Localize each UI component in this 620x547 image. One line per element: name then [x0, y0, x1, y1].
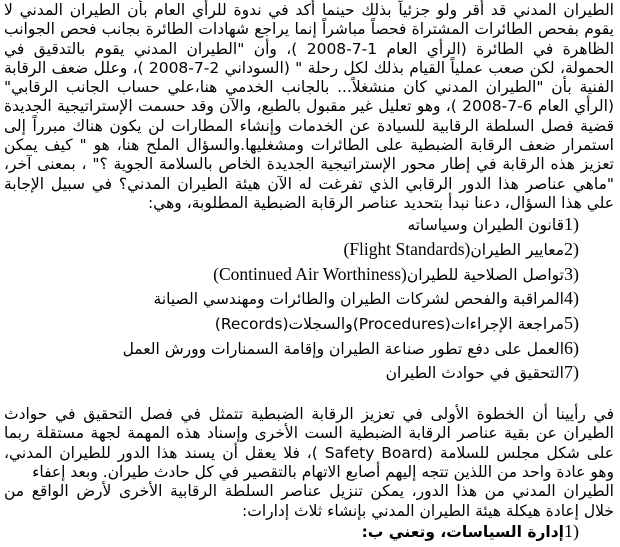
- list-item-text: التحقيق في حوادث الطيران: [385, 364, 564, 383]
- departments-list: [4, 521, 614, 543]
- paragraph-spacer: [4, 386, 614, 405]
- list-number: 7): [564, 362, 579, 383]
- list-item: [4, 361, 590, 386]
- list-item-text: تواصل الصلاحية للطيران: [406, 265, 564, 284]
- list-item: [4, 312, 590, 337]
- list-number: 1): [564, 520, 579, 541]
- list-item: [4, 521, 590, 543]
- list-number: 4): [564, 288, 579, 309]
- list-item-text: قانون الطيران وسياساته: [407, 216, 564, 235]
- list-item: [4, 213, 590, 238]
- paragraph-civil-aviation-oversight: الطيران المدني قد أقر ولو جزئياً بذلك حينما أكد في ندوة للرأي العام بأن الطيران المدني لا يقوم بفحص الطائرات المشتراة فحصاً مباشراً إنما يراجع شهادات الطائرة بجانب فحص الجوانب الظاهرة في الطائرة (الرأي العام 1-7-2008 )، وأن "الطيران المدني يقوم بالتدقيق في الحمولة، لكن صعب عملياً القيام بذلك لكل رحلة " (السوداني 2-7-2008 )، وعلل ضعف الرقابة الفنية بأن "الطيران المدني كان منشغلاً... بالجانب الخدمي هنا،علي حساب الجانب الرقابي" (الرأي العام 6-7-2008 )، وهو تعليل غير مقبول بالطبع، والآن وقد حسمت الإستراتيجية الجديدة قضية فصل السلطة الرقابية للسيادة عن الخدمات وإنشاء المطارات لن يكون هناك مبرراً إلى استمرار ضعف الرقابة الضبطية على الطائرات ومشغليها.والسؤال الملح هنا، هو " كيف يمكن تعزيز هذه الرقابة في إطار محور الإستراتيجية الجديدة الخاص بالسلامة الجوية ؟" ، بمعنى آخر، "ماهي عناصر هذا الدور الرقابي الذي تفرغت له الآن هيئة الطيران المدني؟ في سبيل الإجابة علي هذا السؤال، دعنا نبدأ بتحديد عناصر الرقابة الضبطية المطلوبة، وهي:: [4, 1, 615, 212]
- list-item-english-term: (Flight Standards): [343, 238, 471, 259]
- list-number: 6): [564, 337, 579, 358]
- list-number: 3): [564, 263, 579, 284]
- list-number: 2): [564, 238, 579, 259]
- paragraph-restructuring: الطيران المدني من هذا الدور، يمكن تنزيل عناصر السلطة الرقابية الأخرى لأرض الواقع من خلال إعادة هيكلة هيئة الطيران المدني بإنشاء ثلاث إدارات:: [4, 482, 614, 520]
- list-item-text: إدارة السياسات، وتعني ب:: [361, 522, 564, 541]
- list-item-text: معايير الطيران: [470, 240, 564, 259]
- list-item-english-term: (Continued Air Worthiness): [213, 263, 407, 284]
- list-number: 5): [564, 313, 579, 334]
- list-item-text: مراجعة الإجراءات(Procedures)والسجلات(Records): [214, 315, 564, 334]
- list-item: [4, 287, 590, 312]
- document-page: [0, 1, 620, 543]
- oversight-elements-list: [4, 213, 614, 386]
- list-item: [4, 337, 590, 362]
- list-item: [4, 238, 590, 263]
- list-number: 1): [564, 214, 579, 235]
- list-item-text: العمل على دفع تطور صناعة الطيران وإقامة السمنارات وورش العمل: [122, 339, 564, 358]
- paragraph-accident-investigation: في رأيينا أن الخطوة الأولى في تعزيز الرقابة الضبطية تتمثل في فصل التحقيق في حوادث الطيران عن بقية عناصر الرقابة الضبطية الست الأخرى وإسناد هذه المهمة لجهة مستقلة ربما على شكل مجلس للسلامة (Safety Board )، فلا يعقل أن يسند هذا الدور للطيران المدني، وهو عادة واحد من اللذين تتجه إليهم أصابع الاتهام بالتقصير في كل حادث طيران. وبعد إعفاء: [4, 405, 614, 482]
- list-item-text: المراقبة والفحص لشركات الطيران والطائرات ومهندسي الصيانة: [153, 290, 564, 309]
- list-item: [4, 263, 590, 288]
